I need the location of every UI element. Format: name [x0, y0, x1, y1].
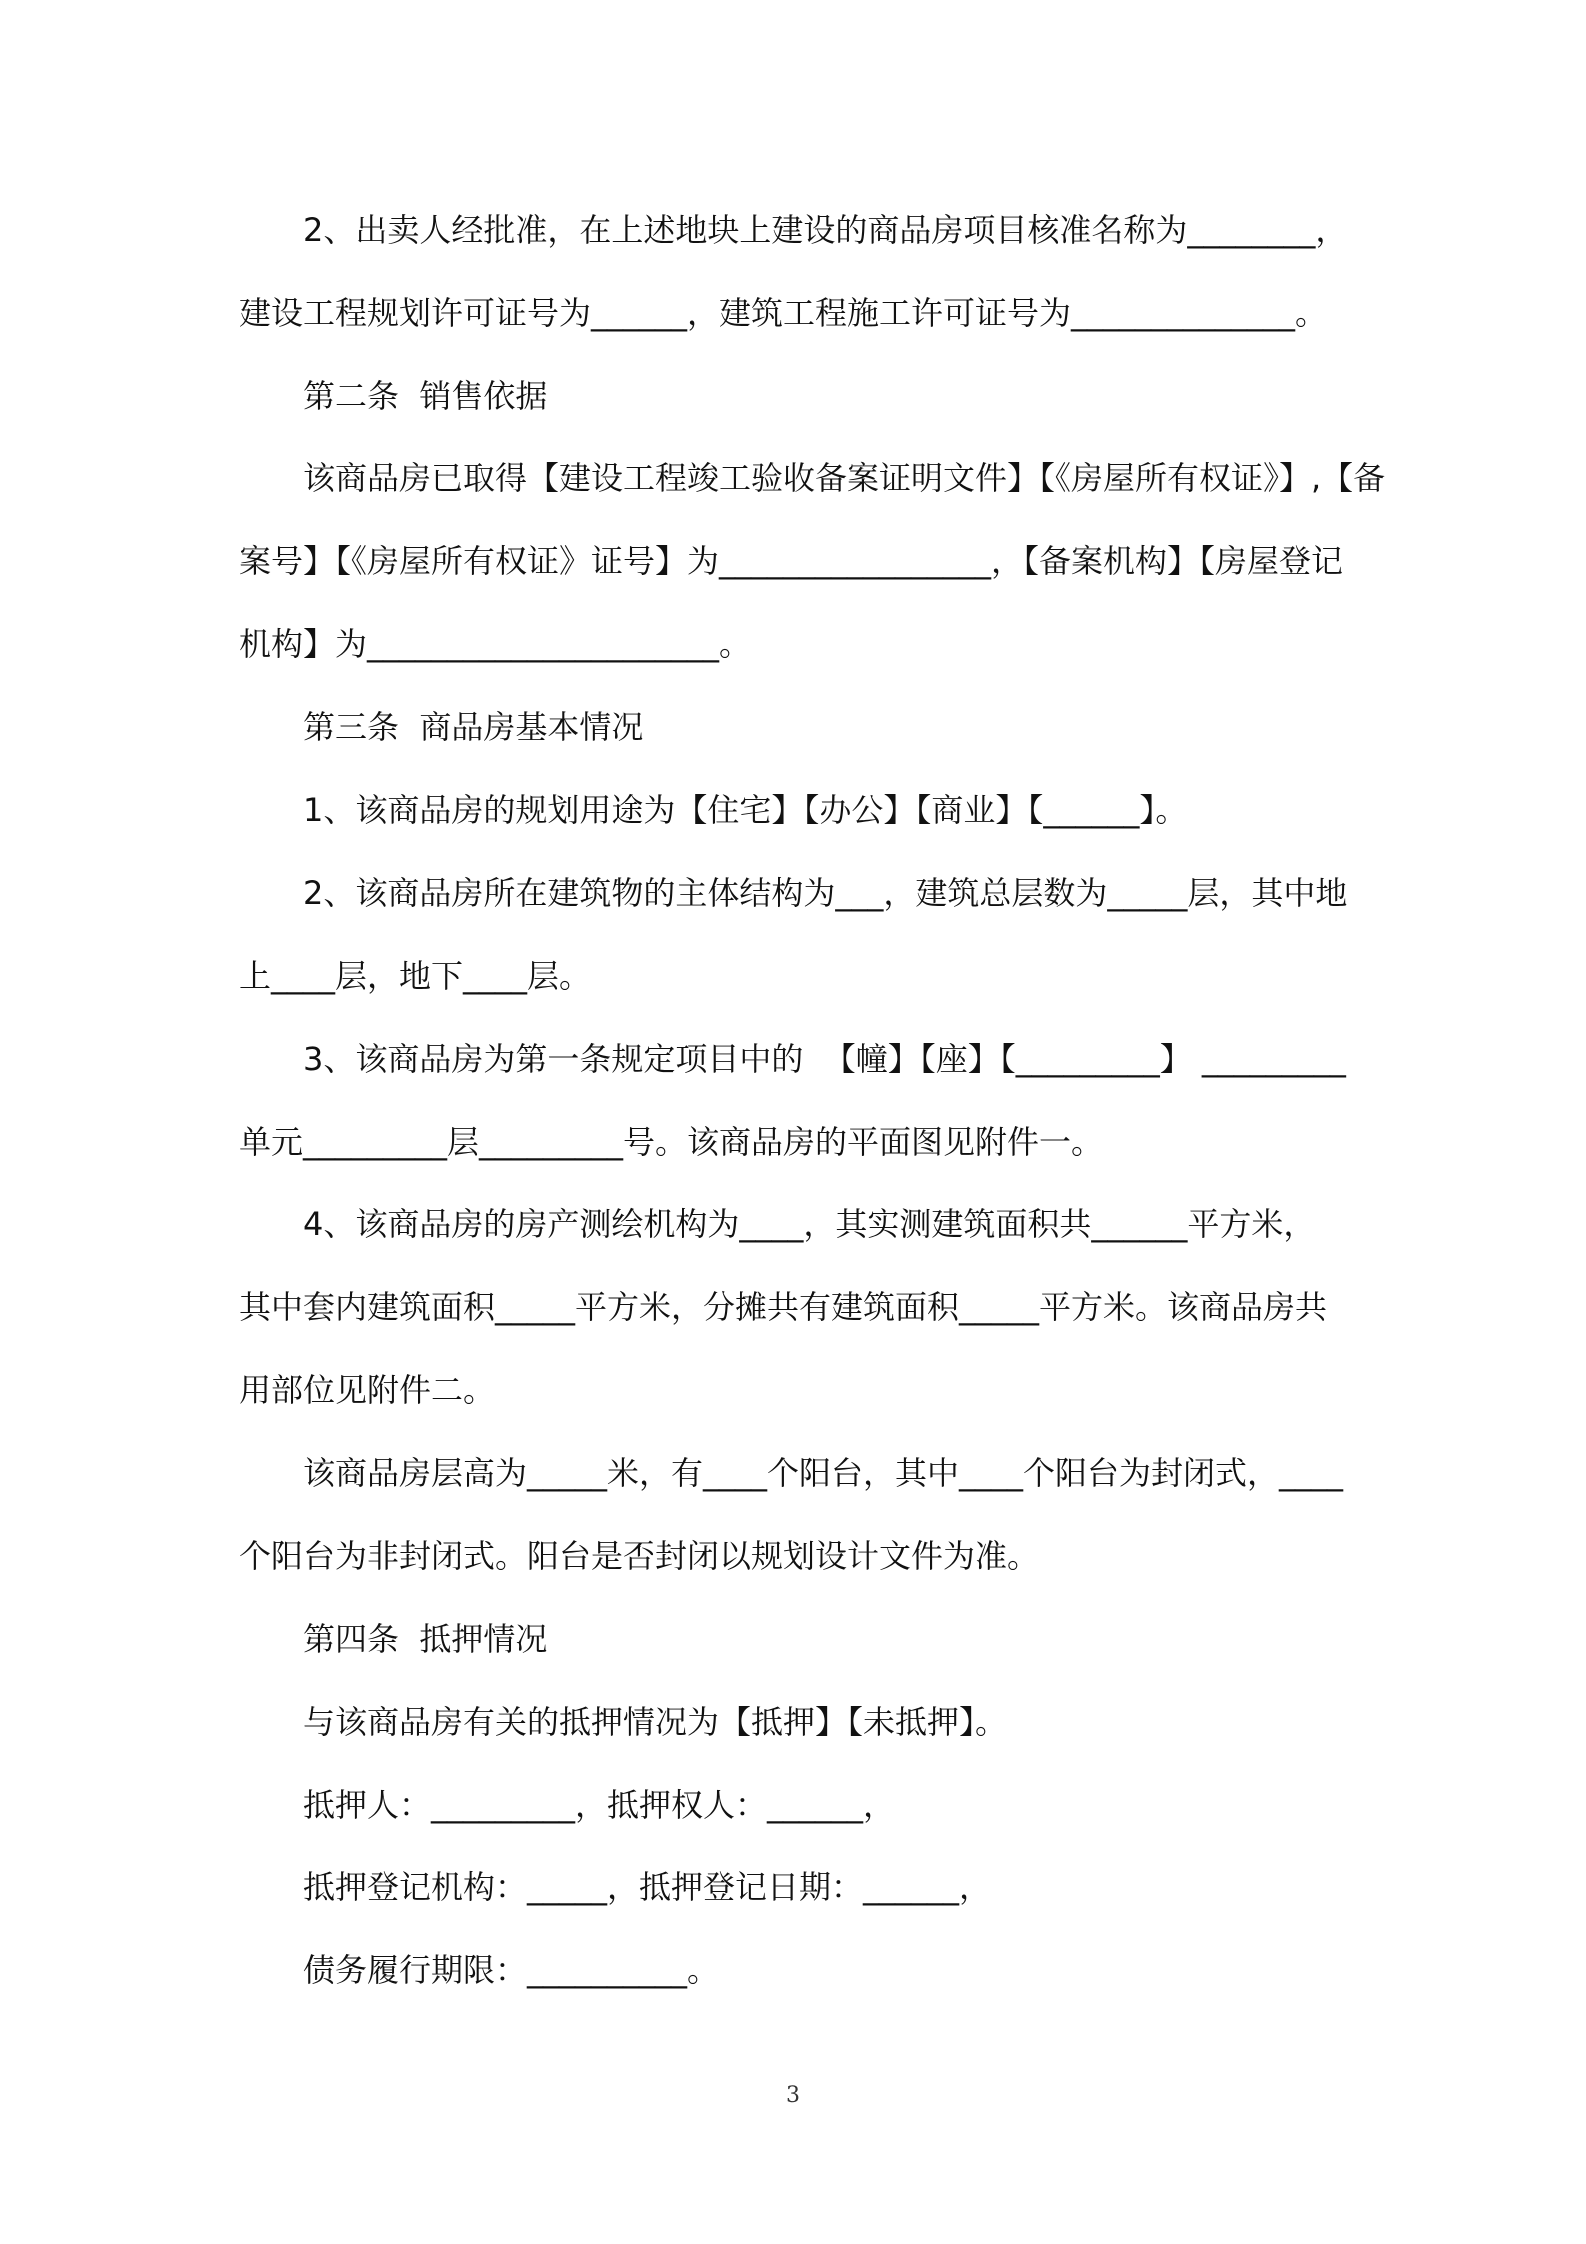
paragraph-line-sales-basis-2: 案号】【《房屋所有权证》证号】为_________________，【备案机构】【房屋登记 [239, 542, 1344, 580]
paragraph-line-balcony-1: 该商品房层高为_____米，有____个阳台，其中____个阳台为封闭式，____ [303, 1454, 1344, 1492]
paragraph-line-sales-basis-3: 机构】为______________________。 [239, 625, 752, 663]
paragraph-line-mortgage-status: 与该商品房有关的抵押情况为【抵押】【未抵押】。 [303, 1703, 1008, 1741]
paragraph-line-permit-numbers: 建设工程规划许可证号为______，建筑工程施工许可证号为______________。 [239, 294, 1328, 332]
paragraph-line-sales-basis-1: 该商品房已取得【建设工程竣工验收备案证明文件】【《房屋所有权证》】,【备 [303, 459, 1386, 497]
paragraph-line-project-name: 2、出卖人经批准，在上述地块上建设的商品房项目核准名称为________， [303, 211, 1348, 249]
paragraph-line-structure-2: 上____层，地下____层。 [239, 957, 592, 995]
paragraph-line-mortgage-registration: 抵押登记机构：_____，抵押登记日期：______， [303, 1868, 992, 1906]
paragraph-line-location-1: 3、该商品房为第一条规定项目中的 【幢】【座】【_________】 _________ [303, 1040, 1346, 1078]
paragraph-line-location-2: 单元_________层_________号。该商品房的平面图见附件一。 [239, 1123, 1104, 1161]
paragraph-line-mortgagor: 抵押人：_________，抵押权人：______， [303, 1786, 896, 1824]
paragraph-line-area-3: 用部位见附件二。 [239, 1371, 496, 1409]
page-number: 3 [786, 2083, 800, 2108]
paragraph-line-debt-term: 债务履行期限：__________。 [303, 1951, 720, 1989]
paragraph-line-usage: 1、该商品房的规划用途为【住宅】【办公】【商业】【______】。 [303, 791, 1188, 829]
paragraph-line-balcony-2: 个阳台为非封闭式。阳台是否封闭以规划设计文件为准。 [239, 1537, 1040, 1575]
paragraph-line-area-2: 其中套内建筑面积_____平方米，分摊共有建筑面积_____平方米。该商品房共 [239, 1288, 1328, 1326]
article-heading-3: 第三条 商品房基本情况 [303, 708, 644, 746]
article-heading-2: 第二条 销售依据 [303, 377, 548, 415]
paragraph-line-area-1: 4、该商品房的房产测绘机构为____，其实测建筑面积共______平方米， [303, 1205, 1316, 1243]
article-heading-4: 第四条 抵押情况 [303, 1620, 548, 1658]
paragraph-line-structure-1: 2、该商品房所在建筑物的主体结构为___，建筑总层数为_____层，其中地 [303, 874, 1348, 912]
